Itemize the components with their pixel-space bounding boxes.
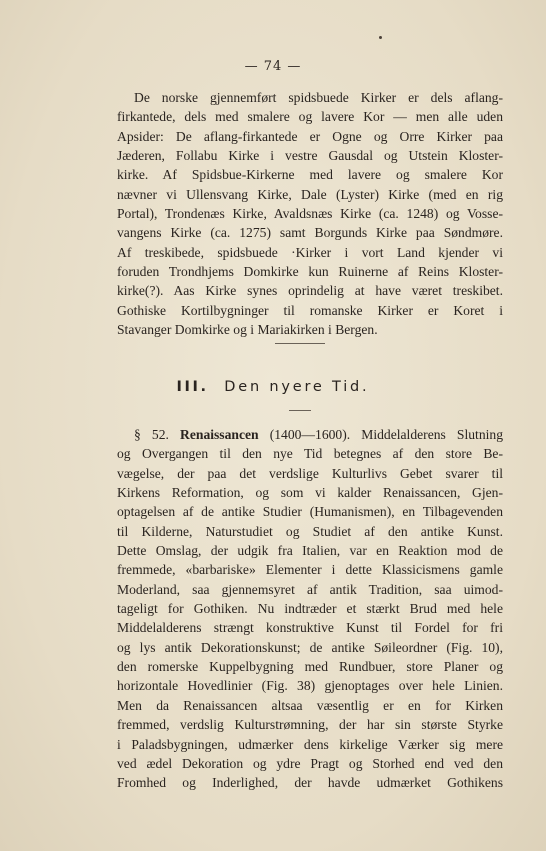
section-divider (275, 343, 325, 344)
text-line: Apsider: De aflang-firkantede er Ogne og Orre Kirker paa (117, 128, 503, 144)
text-line: kirke(?). Aas Kirke synes oprindelig at have været treskibet. (117, 283, 503, 299)
text-line: til Kilderne, Naturstudiet og Studiet af den antike Kunst. (117, 523, 503, 539)
heading-underline (289, 410, 311, 411)
paragraph-first-line (117, 425, 503, 444)
section-mark: § 52. (134, 427, 169, 442)
text-line: Kirkens Reformation, og som vi kalder Renaissancen, Gjen- (117, 485, 503, 501)
text-line: og Overgangen til den nye Tid betegnes af den store Be- (117, 446, 503, 462)
text-line: og lys antik Dekorationskunst; de antike Søileordner (Fig. 10), (117, 639, 503, 655)
paragraph-gothic-churches (117, 88, 503, 339)
section-heading-number: III. (176, 379, 209, 395)
text-line: ved ædel Dekoration og ydre Pragt og Storhed end ved den (117, 755, 503, 771)
text-line: den romerske Kuppelbygning med Rundbuer, store Planer og (117, 659, 503, 675)
text-line: vangens Kirke (ca. 1275) samt Borgunds Kirke paa Søndmøre. (117, 225, 503, 241)
first-line-rest: (1400—1600). Middelalderens Slutning (269, 427, 503, 442)
section-heading (0, 379, 546, 395)
text-line: Moderland, saa gjennemsyret af antik Tradition, saa uimod- (117, 581, 503, 597)
text-line: kirke. Af Spidsbue-Kirkerne med lavere og smalere Kor (117, 167, 503, 183)
text-line: De norske gjennemført spidsbuede Kirker er dels aflang- (134, 90, 503, 105)
text-line: horizontale Hovedlinier (Fig. 38) gjenoptages over hele Linien. (117, 678, 503, 694)
text-line: Gothiske Kortilbygninger til romanske Kirker er Koret i (117, 302, 503, 318)
text-line: Fromhed og Inderlighed, der havde udmærket Gothikens (117, 775, 503, 791)
text-line: fremmed, verdslig Kulturstrømning, der har sin største Styrke (117, 717, 503, 733)
text-line: foruden Trondhjems Domkirke kun Ruinerne af Reins Kloster- (117, 264, 503, 280)
text-line: vægelse, der paa det verdslige Kulturlivs Gebet svarer til (117, 465, 503, 481)
text-line: Jæderen, Follabu Kirke i vestre Gausdal og Utstein Kloster- (117, 148, 503, 164)
text-line: tageligt for Gothiken. Nu indtræder et stærkt Brud med hele (117, 601, 503, 617)
paragraph-renaissance (117, 425, 503, 793)
text-line: Portal), Trondenæs Kirke, Avaldsnæs Kirke (ca. 1248) og Vosse- (117, 206, 503, 222)
section-title: Renaissancen (180, 427, 259, 442)
text-line: i Paladsbygningen, udmærker dens kirkelige Værker sig mere (117, 736, 503, 752)
text-line: Af treskibede, spidsbuede ·Kirker i vort Land kjender vi (117, 244, 503, 260)
text-line: fremmede, «barbariske» Elementer i dette Klassicismens gamle (117, 562, 503, 578)
text-line: Dette Omslag, der udgik fra Italien, var en Reaktion mod de (117, 543, 503, 559)
ink-speck (379, 36, 382, 39)
page-number: — 74 — (244, 59, 302, 74)
text-line: firkantede, dels med smalere og lavere Kor — men alle uden (117, 109, 503, 125)
section-heading-title: Den nyere Tid. (224, 379, 370, 395)
text-line: Men da Renaissancen altsaa væsentlig er en for Kirken (117, 697, 503, 713)
text-line: Middelalderens strængt konstruktive Kunst til Fordel for fri (117, 620, 503, 636)
text-line: optagelsen af de antike Studier (Humanismen), en Tilbagevenden (117, 504, 503, 520)
text-line: Stavanger Domkirke og i Mariakirken i Bergen. (117, 322, 378, 338)
text-line: nævner vi Ullensvang Kirke, Dale (Lyster) Kirke (med en rig (117, 186, 503, 202)
